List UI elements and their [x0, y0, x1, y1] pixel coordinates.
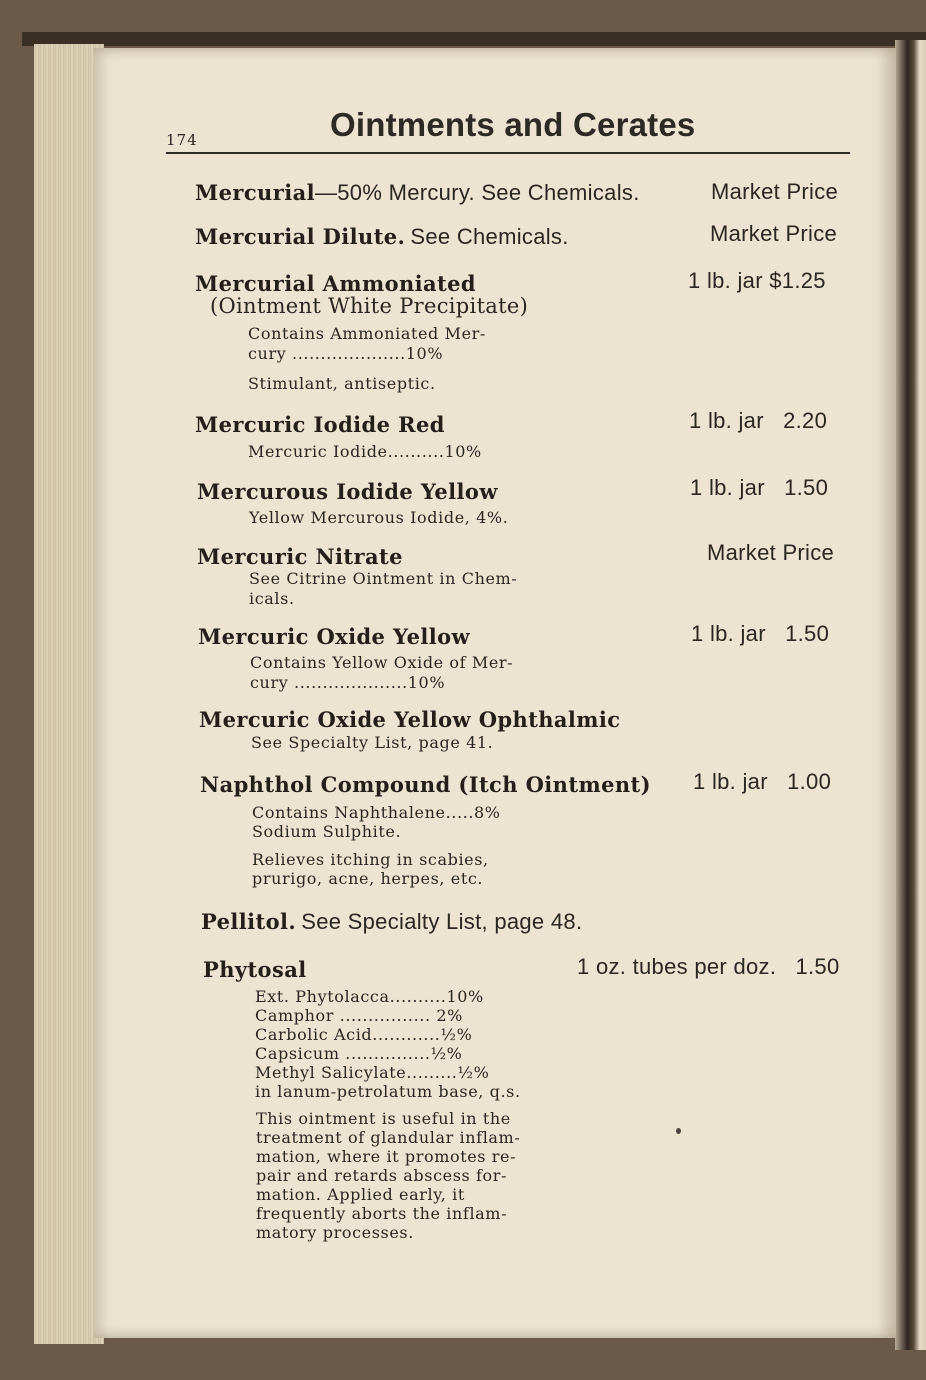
entry-note: See Specialty List, page 48. — [301, 909, 583, 934]
entry-name: Phytosal — [203, 957, 307, 982]
entry-line: prurigo, acne, herpes, etc. — [252, 869, 484, 888]
entry-line: mation. Applied early, it — [256, 1185, 465, 1204]
entry-name: Mercuric Oxide Yellow — [198, 624, 470, 649]
facing-page-edge — [895, 40, 926, 1350]
entry-line: matory processes. — [256, 1223, 414, 1242]
entry-price: 1 oz. tubes per doz. 1.50 — [577, 954, 840, 979]
entry-line: Contains Ammoniated Mer- — [248, 324, 486, 343]
entry-line: Contains Yellow Oxide of Mer- — [250, 653, 514, 672]
entry-line: icals. — [249, 589, 295, 608]
entry-line: Carbolic Acid............½% — [255, 1025, 473, 1044]
entry-line: pair and retards abscess for- — [256, 1166, 508, 1185]
entry-subtitle: (Ointment White Precipitate) — [210, 294, 529, 318]
entry-line: Contains Naphthalene.....8% — [252, 803, 501, 822]
entry-line: Camphor ................ 2% — [255, 1006, 463, 1025]
entry-price: 1 lb. jar 1.50 — [690, 475, 829, 500]
entry-name: Mercuric Nitrate — [197, 544, 403, 569]
entry-price: 1 lb. jar 2.20 — [689, 408, 828, 433]
entry-price: 1 lb. jar 1.50 — [691, 621, 830, 646]
entry-price: Market Price — [707, 540, 835, 565]
entry-line: Relieves itching in scabies, — [252, 850, 489, 869]
entry-price: Market Price — [711, 179, 839, 204]
entry-line: Ext. Phytolacca..........10% — [255, 987, 484, 1006]
entry-price: 1 lb. jar 1.00 — [693, 769, 832, 794]
entry-price: Market Price — [710, 221, 838, 246]
entry-name: Mercurial — [195, 180, 315, 205]
entry-name: Mercurous Iodide Yellow — [197, 479, 498, 504]
entry-note: —50% Mercury. See Chemicals. — [314, 180, 640, 205]
page-number: 174 — [166, 131, 198, 149]
book-cover-top — [22, 32, 926, 46]
entry-pellitol — [201, 909, 582, 935]
entry-line: Methyl Salicylate.........½% — [255, 1063, 490, 1082]
entry-line: Yellow Mercurous Iodide, 4%. — [249, 508, 509, 527]
entry-name: Mercurial Ammoniated — [195, 271, 476, 296]
entry-line: Stimulant, antiseptic. — [248, 374, 436, 393]
entry-line: See Citrine Ointment in Chem- — [249, 569, 518, 588]
entry-price: 1 lb. jar $1.25 — [688, 268, 826, 293]
entry-line: This ointment is useful in the — [256, 1109, 511, 1128]
entry-line: Capsicum ...............½% — [255, 1044, 463, 1063]
entry-line: mation, where it promotes re- — [256, 1147, 517, 1166]
entry-name: Pellitol. — [201, 909, 297, 934]
entry-line: cury ....................10% — [248, 344, 444, 363]
entry-note: See Chemicals. — [410, 224, 569, 249]
entry-mercurial — [195, 180, 640, 206]
page-title: Ointments and Cerates — [330, 106, 696, 143]
entry-line: cury ....................10% — [250, 673, 446, 692]
entry-line: Sodium Sulphite. — [252, 822, 402, 841]
ink-mark — [676, 1128, 681, 1134]
entry-name: Mercuric Iodide Red — [195, 412, 445, 437]
entry-name: Mercuric Oxide Yellow Ophthalmic — [199, 707, 621, 732]
entry-line: in lanum-petrolatum base, q.s. — [255, 1082, 521, 1101]
entry-name: Mercurial Dilute. — [195, 224, 406, 249]
entry-line: Mercuric Iodide..........10% — [248, 442, 482, 461]
title-rule — [166, 152, 850, 154]
entry-line: frequently aborts the inflam- — [256, 1204, 508, 1223]
entry-line: See Specialty List, page 41. — [251, 733, 494, 752]
entry-name: Naphthol Compound (Itch Ointment) — [200, 772, 651, 797]
entry-line: treatment of glandular inflam- — [256, 1128, 521, 1147]
entry-mercurial-dilute — [195, 224, 569, 250]
